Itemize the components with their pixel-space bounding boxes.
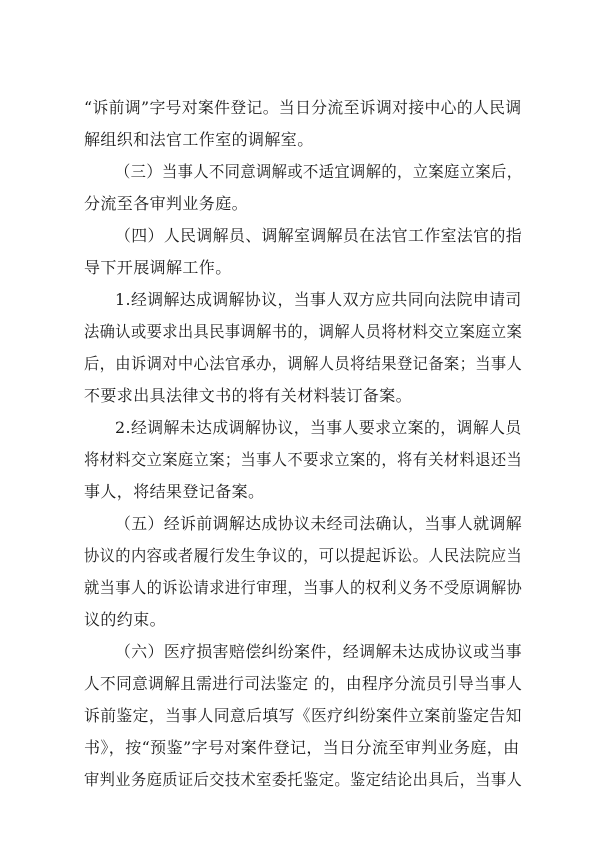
paragraph-3-line-3: 不要求出具法律文书的将有关材料装订备案。 <box>84 386 413 405</box>
paragraph-0-line-0: “诉前调”字号对案件登记。当日分流至诉调对接中心的人民调 <box>84 98 522 117</box>
paragraph-2-line-1: 导下开展调解工作。 <box>84 258 232 277</box>
paragraph-6-line-0: （六）医疗损害赔偿纠纷案件，经调解未达成协议或当事 <box>115 642 523 661</box>
paragraph-5-line-0: （五）经诉前调解达成协议未经司法确认，当事人就调解 <box>115 514 523 533</box>
paragraph-4-line-1: 将材料交立案庭立案；当事人不要求立案的，将有关材料退还当 <box>84 450 523 469</box>
paragraph-3-line-1: 法确认或要求出具民事调解书的，调解人员将材料交立案庭立案 <box>84 322 523 341</box>
paragraph-5-line-2: 就当事人的诉讼请求进行审理，当事人的权利义务不受原调解协 <box>84 578 523 597</box>
paragraph-3-line-0: 1.经调解达成调解协议，当事人双方应共同向法院申请司 <box>115 290 522 309</box>
paragraph-6-line-2: 诉前鉴定，当事人同意后填写《医疗纠纷案件立案前鉴定告知 <box>84 706 522 725</box>
paragraph-6-line-1: 人不同意调解且需进行司法鉴定 的，由程序分流员引导当事人 <box>84 674 523 693</box>
paragraph-0-line-1: 解组织和法官工作室的调解室。 <box>84 130 314 149</box>
paragraph-6-line-4: 审判业务庭质证后交技术室委托鉴定。鉴定结论出具后，当事人 <box>84 770 523 789</box>
paragraph-5-line-3: 议的约束。 <box>84 610 167 629</box>
paragraph-2-line-0: （四）人民调解员、调解室调解员在法官工作室法官的指 <box>115 226 523 245</box>
paragraph-4-line-2: 事人，将结果登记备案。 <box>84 482 265 501</box>
paragraph-1-line-0: （三）当事人不同意调解或不适宜调解的，立案庭立案后， <box>115 162 523 181</box>
paragraph-4-line-0: 2.经调解未达成调解协议，当事人要求立案的，调解人员 <box>115 418 522 437</box>
paragraph-5-line-1: 协议的内容或者履行发生争议的，可以提起诉讼。人民法院应当 <box>84 546 523 565</box>
paragraph-3-line-2: 后，由诉调对中心法官承办，调解人员将结果登记备案；当事人 <box>84 354 523 373</box>
paragraph-1-line-1: 分流至各审判业务庭。 <box>84 194 249 213</box>
paragraph-6-line-3: 书》，按“预鉴”字号对案件登记，当日分流至审判业务庭，由 <box>84 738 520 757</box>
